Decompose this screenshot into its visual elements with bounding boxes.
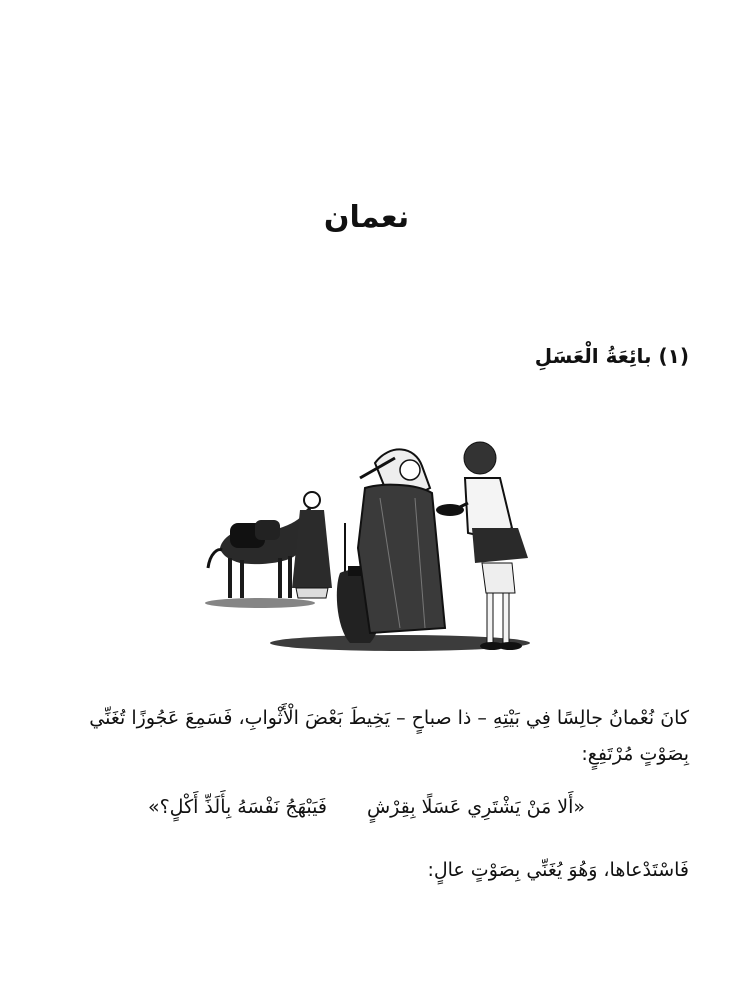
page-title: نعمان <box>323 200 410 235</box>
paragraph-2: فَاسْتَدْعاها، وَهُوَ يُغَنِّي بِصَوْتٍ عالٍ: <box>427 859 689 881</box>
verse-hemistich-1: «أَلا مَنْ يَشْتَرِي عَسَلًا بِقِرْشٍ <box>366 796 586 818</box>
verse-line <box>0 796 733 818</box>
paragraph-1: كانَ نُعْمانُ جالِسًا فِي بَيْتِهِ – ذا صباحٍ – يَخِيطَ بَعْضَ الْأَثْوابِ، فَسَمِعَ عَجُوزًا تُغَنِّي بِصَوْتٍ مُرْتَفِعٍ: <box>89 707 689 765</box>
section-heading: (١) بائِعَةُ الْعَسَلِ <box>534 344 689 368</box>
verse-hemistich-2: فَيَبْهَجُ نَفْسَهُ بِأَلَذِّ أَكْلٍ؟» <box>147 796 327 818</box>
honey-seller-illustration <box>200 428 536 658</box>
